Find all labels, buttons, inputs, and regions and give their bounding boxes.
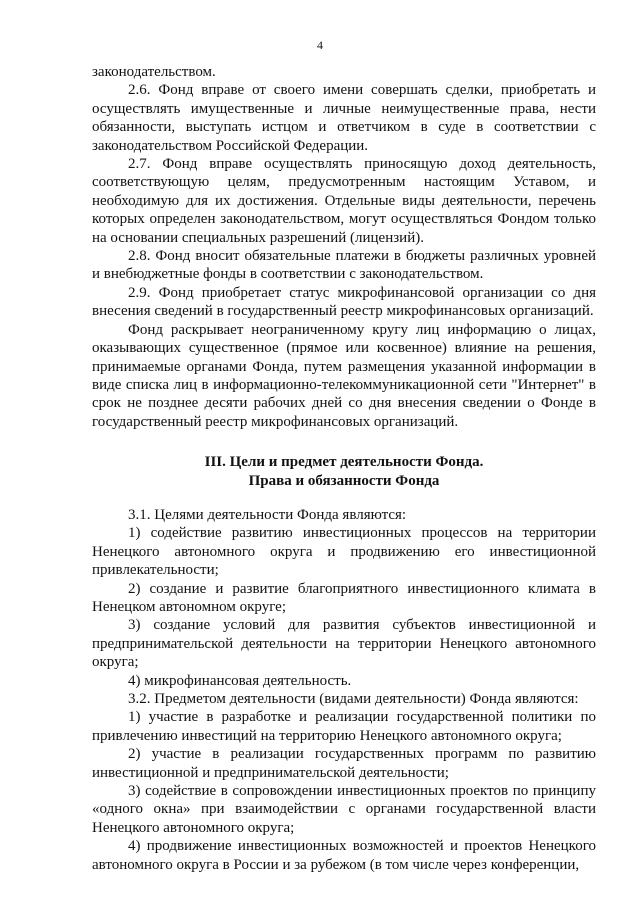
section-heading [92,453,596,490]
clause-2-9: 2.9. Фонд приобретает статус микрофинансовой организации со дня внесения сведений в государственный реестр микрофинансовых организаций. [92,284,596,320]
section-title-line-2: Права и обязанности Фонда [248,472,440,489]
page-number: 4 [317,38,323,52]
goal-item-1: 1) содействие развитию инвестиционных процессов на территории Ненецкого автономного округа и продвижению его инвестиционной привлекательности; [92,525,596,579]
disclosure-paragraph: Фонд раскрывает неограниченному кругу лиц информацию о лицах, оказывающих существенное (прямое или косвенное) влияние на решения, принимаемые органами Фонда, путем размещения указанной информации в виде списка лиц в информационно-телекоммуникационной сети "Интернет" в срок не позднее десяти рабочих дней со дня внесения сведении о Фонде в государственный реестр микрофинансовых организаций. [92,321,596,430]
clause-2-7: 2.7. Фонд вправе осуществлять приносящую доход деятельность, соответствующую целям, предусмотренным настоящим Уставом, и необходимую для их достижения. Отдельные виды деятельности, перечень которых определен законодательством, могут осуществляться Фондом только на основании специальных разрешений (лицензий). [92,156,596,246]
clause-3-2: 3.2. Предметом деятельности (видами деятельности) Фонда являются: [128,691,579,707]
activity-item-2: 2) участие в реализации государственных программ по развитию инвестиционной и предпринимательской деятельности; [92,746,596,781]
goal-item-4: 4) микрофинансовая деятельность. [128,672,352,689]
document-body [92,63,596,874]
activity-item-1: 1) участие в разработке и реализации государственной политики по привлечению инвестиций на территорию Ненецкого автономного округа; [92,709,596,744]
clause-2-8: 2.8. Фонд вносит обязательные платежи в бюджеты различных уровней и внебюджетные фонды в соответствии с законодательством. [92,248,596,283]
paragraph-continuation: законодательством. [92,64,216,80]
clause-3-1: 3.1. Целями деятельности Фонда являются: [128,506,407,523]
clause-2-6: 2.6. Фонд вправе от своего имени совершать сделки, приобретать и осуществлять имущественные и личные неимущественные права, нести обязанности, выступать истцом и ответчиком в суде в соответствии с законодательством Российской Федерации. [92,82,596,154]
goal-item-3: 3) создание условий для развития субъектов инвестиционной и предпринимательской деятельности на территории Ненецкого автономного округа; [92,617,596,671]
activity-item-3: 3) содействие в сопровождении инвестиционных проектов по принципу «одного окна» при взаимодействии с органами государственной власти Ненецкого автономного округа; [92,783,596,836]
activity-item-4: 4) продвижение инвестиционных возможностей и проектов Ненецкого автономного округа в России и за рубежом (в том числе через конференции, [92,838,596,873]
goal-item-2: 2) создание и развитие благоприятного инвестиционного климата в Ненецком автономном округе; [92,580,596,615]
section-title-line-1: III. Цели и предмет деятельности Фонда. [204,454,484,471]
